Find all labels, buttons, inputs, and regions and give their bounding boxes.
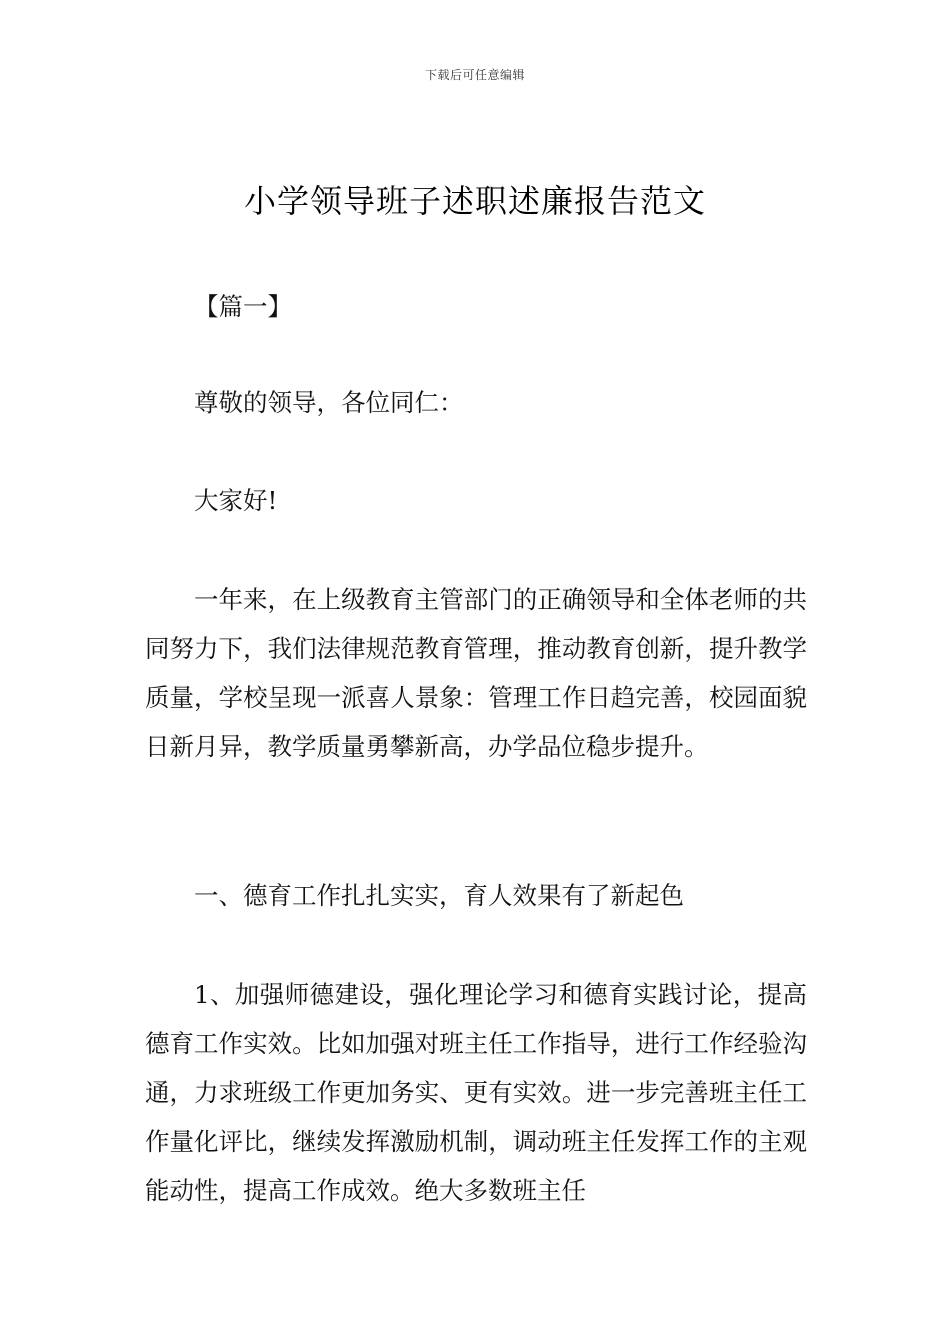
greeting-line: 尊敬的领导，各位同仁： [194,388,464,417]
hello-line: 大家好! [194,486,278,515]
header-note: 下载后可任意编辑 [424,68,525,82]
section-label: 【篇一】 [194,292,292,321]
document-title: 小学领导班子述职述廉报告范文 [243,182,706,220]
section-heading-one: 一、德育工作扎扎实实，育人效果有了新起色 [194,881,684,910]
section-one-paragraph: 1、加强师德建设，强化理论学习和德育实践讨论，提高德育工作实效。比如加强对班主任工作指导，进行工作经验沟通，力求班级工作更加务实、更有实效。进一步完善班主任工作量化评比，继续发挥激励机制，调动班主任发挥工作的主观能动性，提高工作成效。绝大多数班主任 [145,980,807,1205]
intro-paragraph: 一年来，在上级教育主管部门的正确领导和全体老师的共同努力下，我们法律规范教育管理，推动教育创新，提升教学质量，学校呈现一派喜人景象：管理工作日趋完善，校园面貌日新月异，教学质量勇攀新高，办学品位稳步提升。 [145,585,807,761]
